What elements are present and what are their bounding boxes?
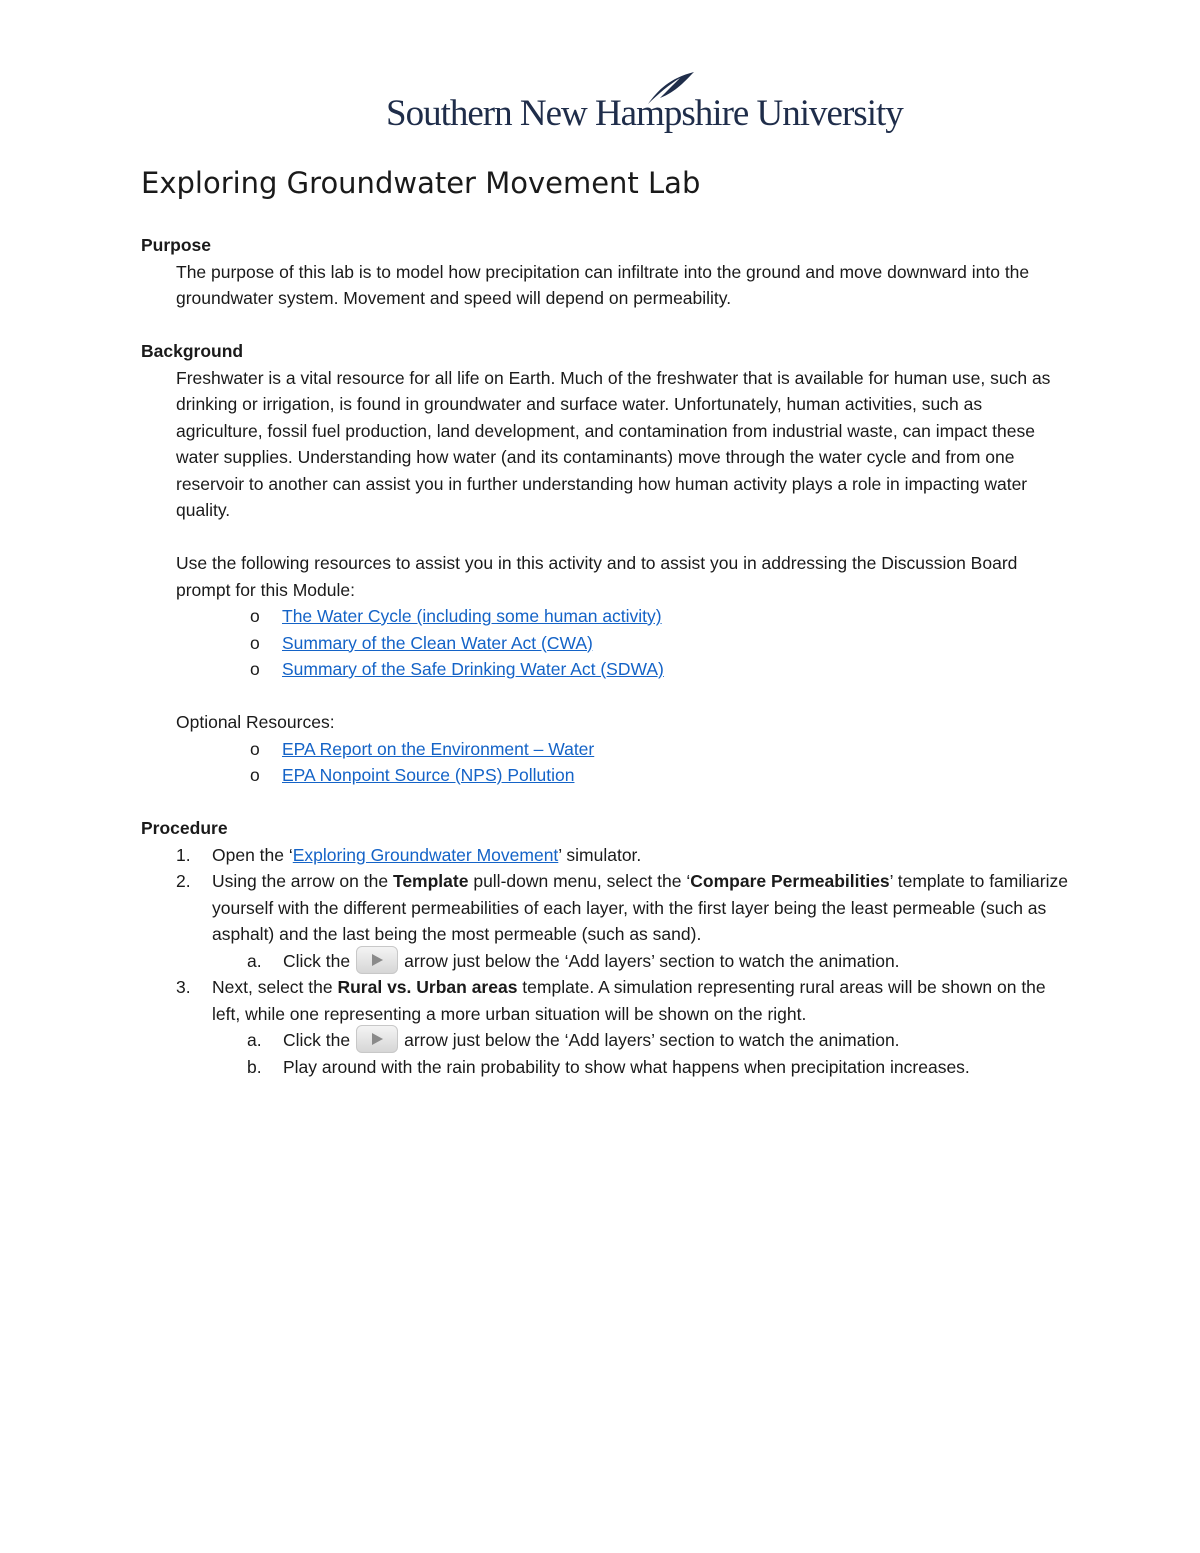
document-body [141,232,1071,1080]
procedure-step-3: 3. Next, select the Rural vs. Urban areas template. A simulation representing rural areas will be shown on the left, while one representing a more urban situation will be shown on the right. a. Click the arrow just below the ‘Add layers’ section to watch the animation. b. Play around with the rain probability to show what happens when precipitation increases. [141,974,1071,1080]
background-heading: Background [141,341,244,361]
procedure-list [141,842,1071,1081]
procedure-substep: a. Click the arrow just below the ‘Add layers’ section to watch the animation. [212,948,1071,975]
play-icon [356,1025,398,1053]
safe-drinking-water-act-link[interactable]: Summary of the Safe Drinking Water Act (SDWA) [282,659,664,679]
epa-report-link[interactable]: EPA Report on the Environment – Water [282,738,595,759]
procedure-substep: a. Click the arrow just below the ‘Add layers’ section to watch the animation. [212,1027,1071,1054]
background-text: Freshwater is a vital resource for all life on Earth. Much of the freshwater that is available for human use, such as drinking or irrigation, is found in groundwater and surface water. Unfortunately, human activities, such as agriculture, fossil fuel production, land development, and contamination from industrial waste, can impact these water supplies. Understanding how water (and its contaminants) move through the water cycle and from one reservoir to another can assist you in further understanding how human activity plays a role in impacting water quality. [176,367,1051,520]
simulator-link[interactable]: Exploring Groundwater Movement [292,844,559,865]
logo-text: Southern New Hampshire University [386,93,903,134]
clean-water-act-link[interactable]: Summary of the Clean Water Act (CWA) [282,632,593,653]
procedure-step-2: 2. Using the arrow on the Template pull-down menu, select the ‘Compare Permeabilities’ template to familiarize yourself with the different permeabilities of each layer, with the first layer being the least permeable (such as asphalt) and the last being the most permeable (such as sand). a. Click the arrow just below the ‘Add layers’ section to watch the animation. [141,868,1071,974]
purpose-text: The purpose of this lab is to model how precipitation can infiltrate into the ground and move downward into the groundwater system. Movement and speed will depend on permeability. [176,261,1030,308]
purpose-heading: Purpose [141,235,212,255]
page-title: Exploring Groundwater Movement Lab [141,166,701,200]
resources-intro: Use the following resources to assist you in this activity and to assist you in addressing the Discussion Board prompt for this Module: [176,553,1018,600]
university-logo [386,70,903,142]
procedure-substep: b. Play around with the rain probability to show what happens when precipitation increases. [247,1056,970,1077]
list-item [247,630,1071,657]
list-item [247,656,1071,683]
play-icon [356,946,398,974]
optional-resources-heading: Optional Resources: [176,712,335,732]
list-item [247,762,1071,789]
epa-nps-link[interactable]: EPA Nonpoint Source (NPS) Pollution [282,765,575,785]
resource-list [247,603,1071,683]
procedure-heading: Procedure [141,818,228,838]
list-item [247,736,1071,763]
procedure-step-1: 1. Open the ‘Exploring Groundwater Movement’ simulator. [176,844,642,865]
optional-resource-list [247,736,1071,789]
list-item [247,603,1071,630]
water-cycle-link[interactable]: The Water Cycle (including some human activity) [282,606,662,626]
